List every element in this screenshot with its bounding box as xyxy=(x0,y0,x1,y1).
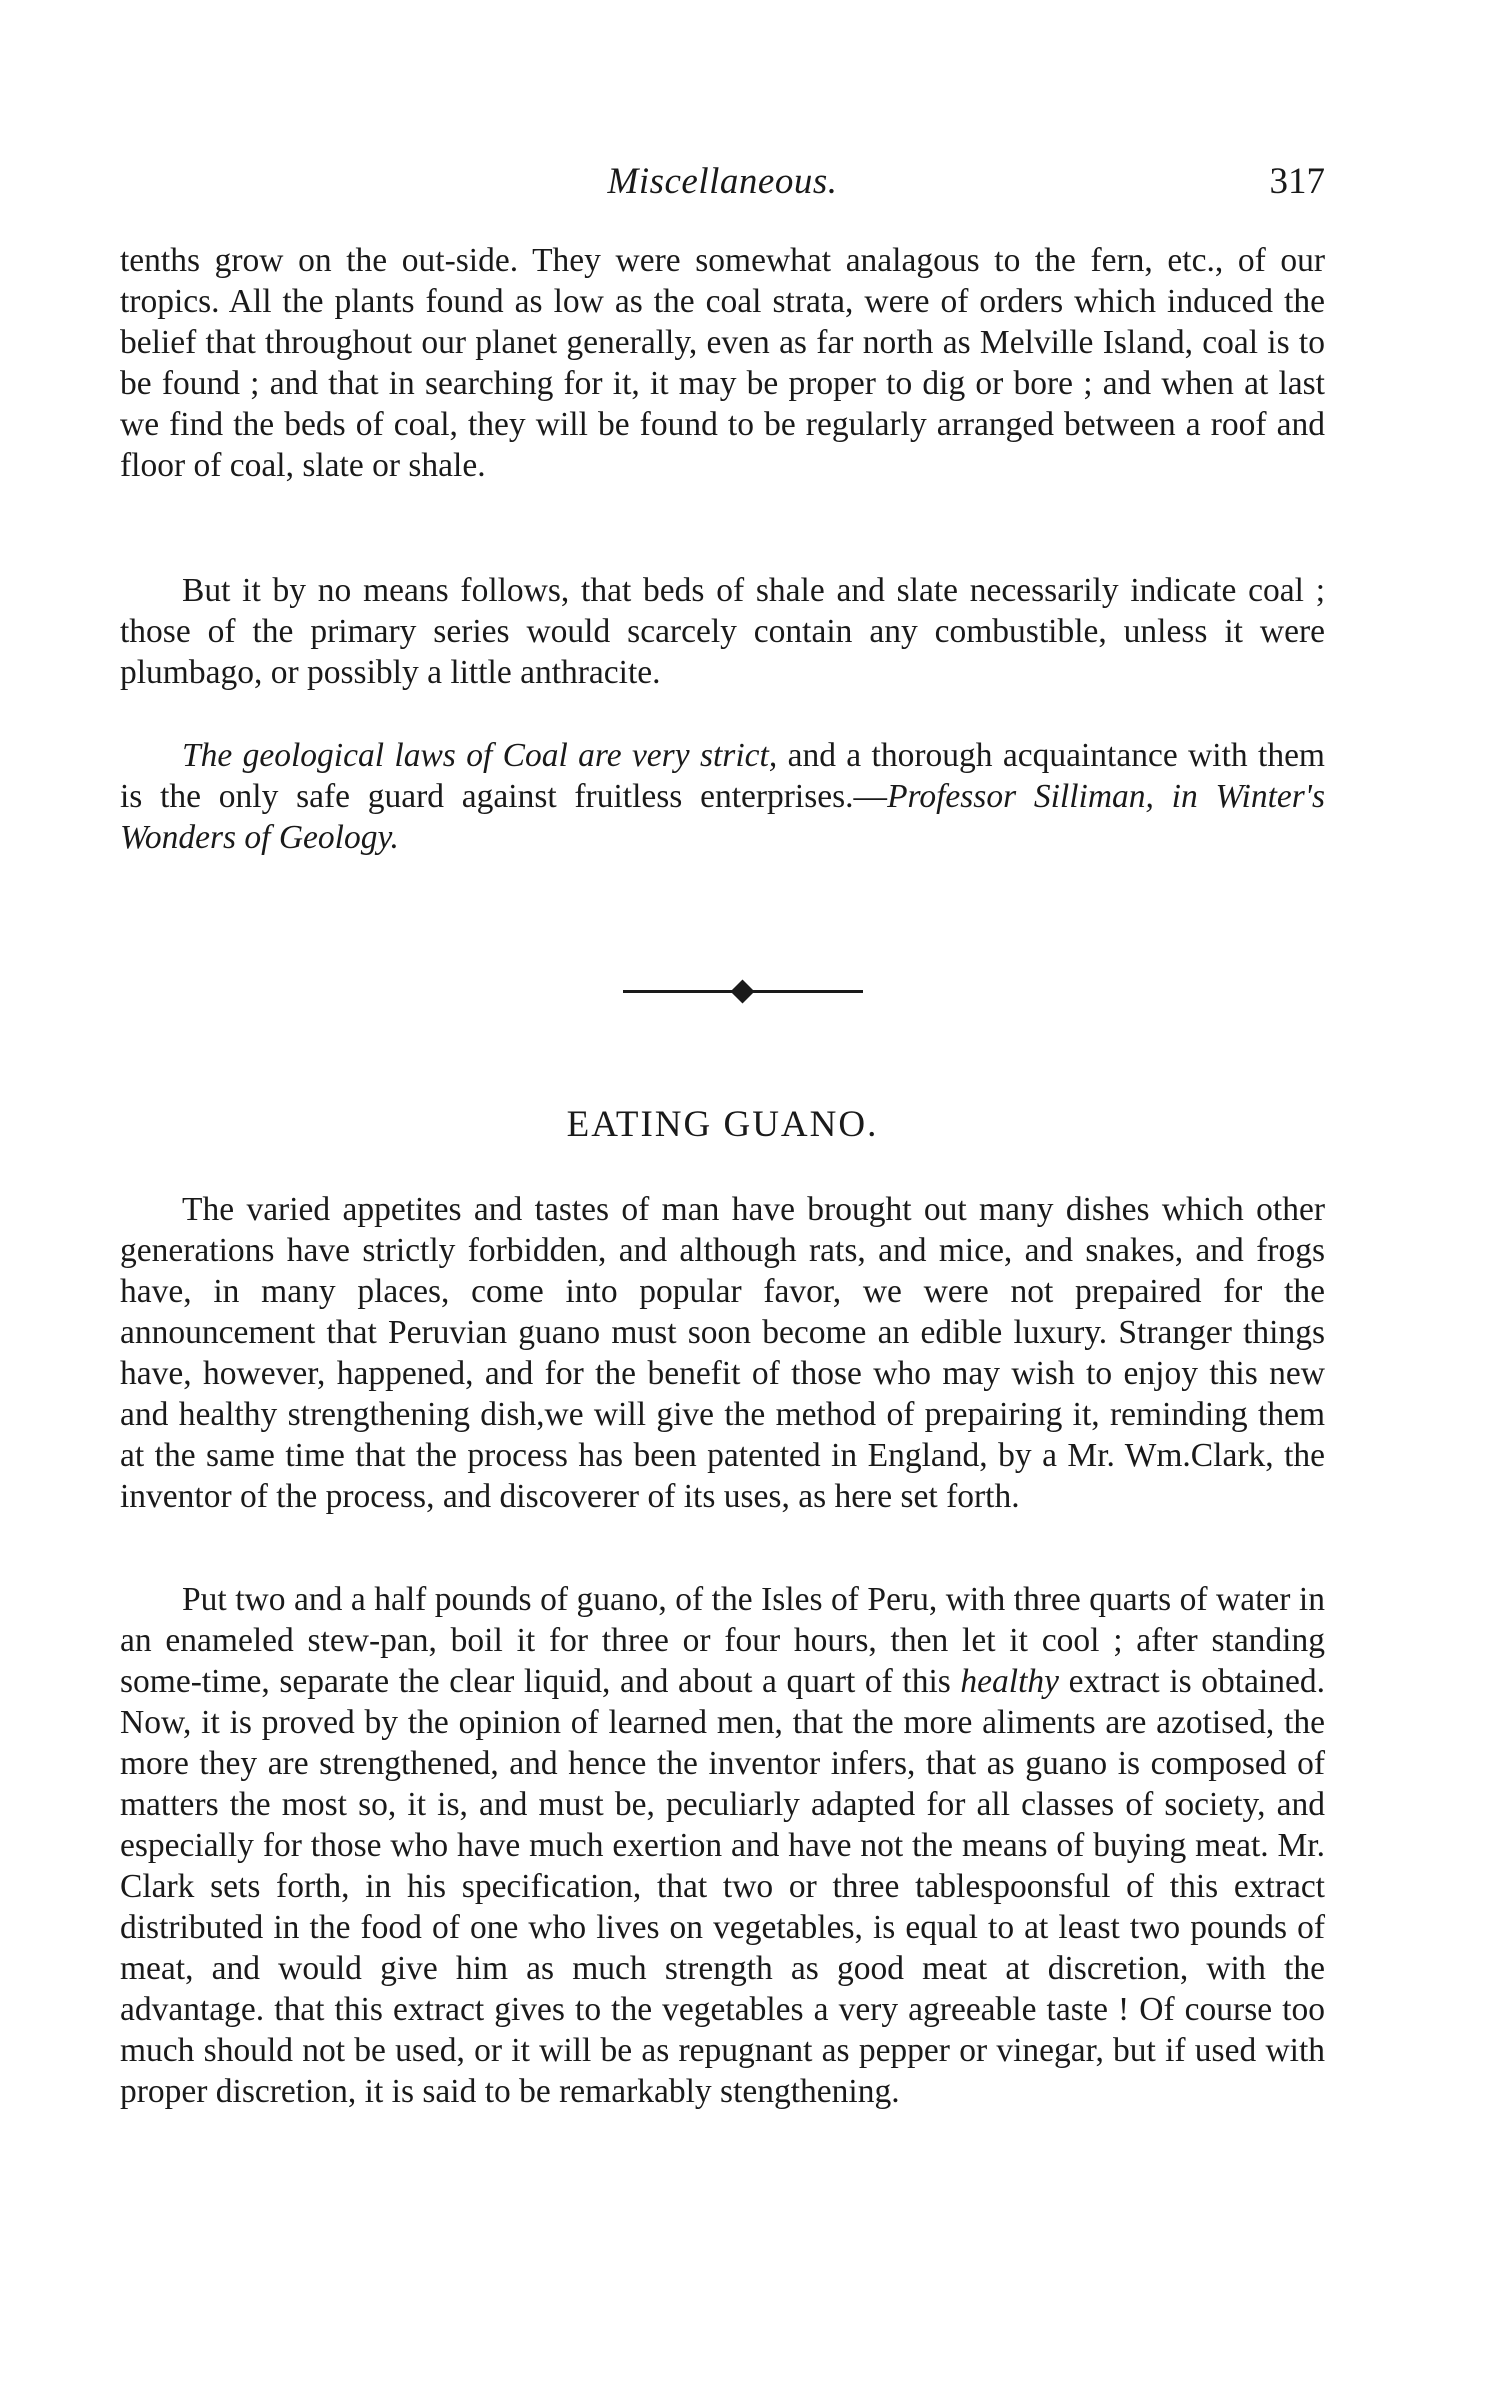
paragraph-geological-laws xyxy=(120,735,1325,858)
paragraph-guano-method xyxy=(120,1579,1325,2112)
italic-lead: The geological laws of Coal are very strict, xyxy=(182,737,778,774)
page-number: 317 xyxy=(1269,161,1325,202)
section-heading: EATING GUANO. xyxy=(566,1104,879,1145)
paragraph-text: Put two and a half pounds of guano, of the Isles of Peru, with three quarts of water in an enameled stew-pan, boil it for three or four hours, then let it cool ; after standing some-time, separate the clear liquid, and about a quart of this xyxy=(120,1581,1325,1700)
paragraph-text: and a thorough acquaintance with them is the only safe guard against fruitless enterprises.— xyxy=(120,737,1325,815)
running-head xyxy=(120,160,1325,208)
running-title: Miscellaneous. xyxy=(607,161,838,202)
paragraph-text: extract is obtained. Now, it is proved by the opinion of learned men, that the more aliments are azotised, the more they are strengthened, and hence the inventor infers, that as guano is composed of matters the most so, it is, and must be, peculiarly adapted for all classes of society, and especially for those who have much exertion and have not the means of buying meat. Mr. Clark sets forth, in his specification, that two or three tablespoonsful of this extract distributed in the food of one who lives on vegetables, is equal to at least two pounds of meat, and would give him as much strength as good meat at discretion, with the advantage. that this extract gives to the vegetables a very agreeable taste ! Of course too much should not be used, or it will be as repugnant as pepper or vinegar, but if used with proper discretion, it is said to be remarkably stengthening. xyxy=(120,1663,1325,2110)
paragraph-shale-slate: But it by no means follows, that beds of shale and slate necessarily indicate coal ; those of the primary series would scarcely contain any combustible, unless it were plumbago, or possibly a little anthracite. xyxy=(120,572,1325,691)
paragraph-guano-intro: The varied appetites and tastes of man have brought out many dishes which other generations have strictly forbidden, and although rats, and mice, and snakes, and frogs have, in many places, come into popular favor, we were not prepaired for the announcement that Peruvian guano must soon become an edible luxury. Stranger things have, however, happened, and for the benefit of those who may wish to enjoy this new and healthy strengthening dish,we will give the method of prepairing it, reminding them at the same time that the process has been patented in England, by a Mr. Wm.Clark, the inventor of the process, and discoverer of its uses, as here set forth. xyxy=(120,1191,1325,1515)
italic-word: healthy xyxy=(960,1663,1060,1700)
paragraph-coal-strata: tenths grow on the out-side. They were somewhat analagous to the fern, etc., of our tropics. All the plants found as low as the coal strata, were of orders which induced the belief that throughout our planet generally, even as far north as Melville Island, coal is to be found ; and that in searching for it, it may be proper to dig or bore ; and when at last we find the beds of coal, they will be found to be regularly arranged between a roof and floor of coal, slate or shale. xyxy=(120,242,1325,484)
divider-ornament xyxy=(730,979,754,1003)
citation: Professor Silliman, in Winter's Wonders of Geology. xyxy=(120,778,1325,856)
